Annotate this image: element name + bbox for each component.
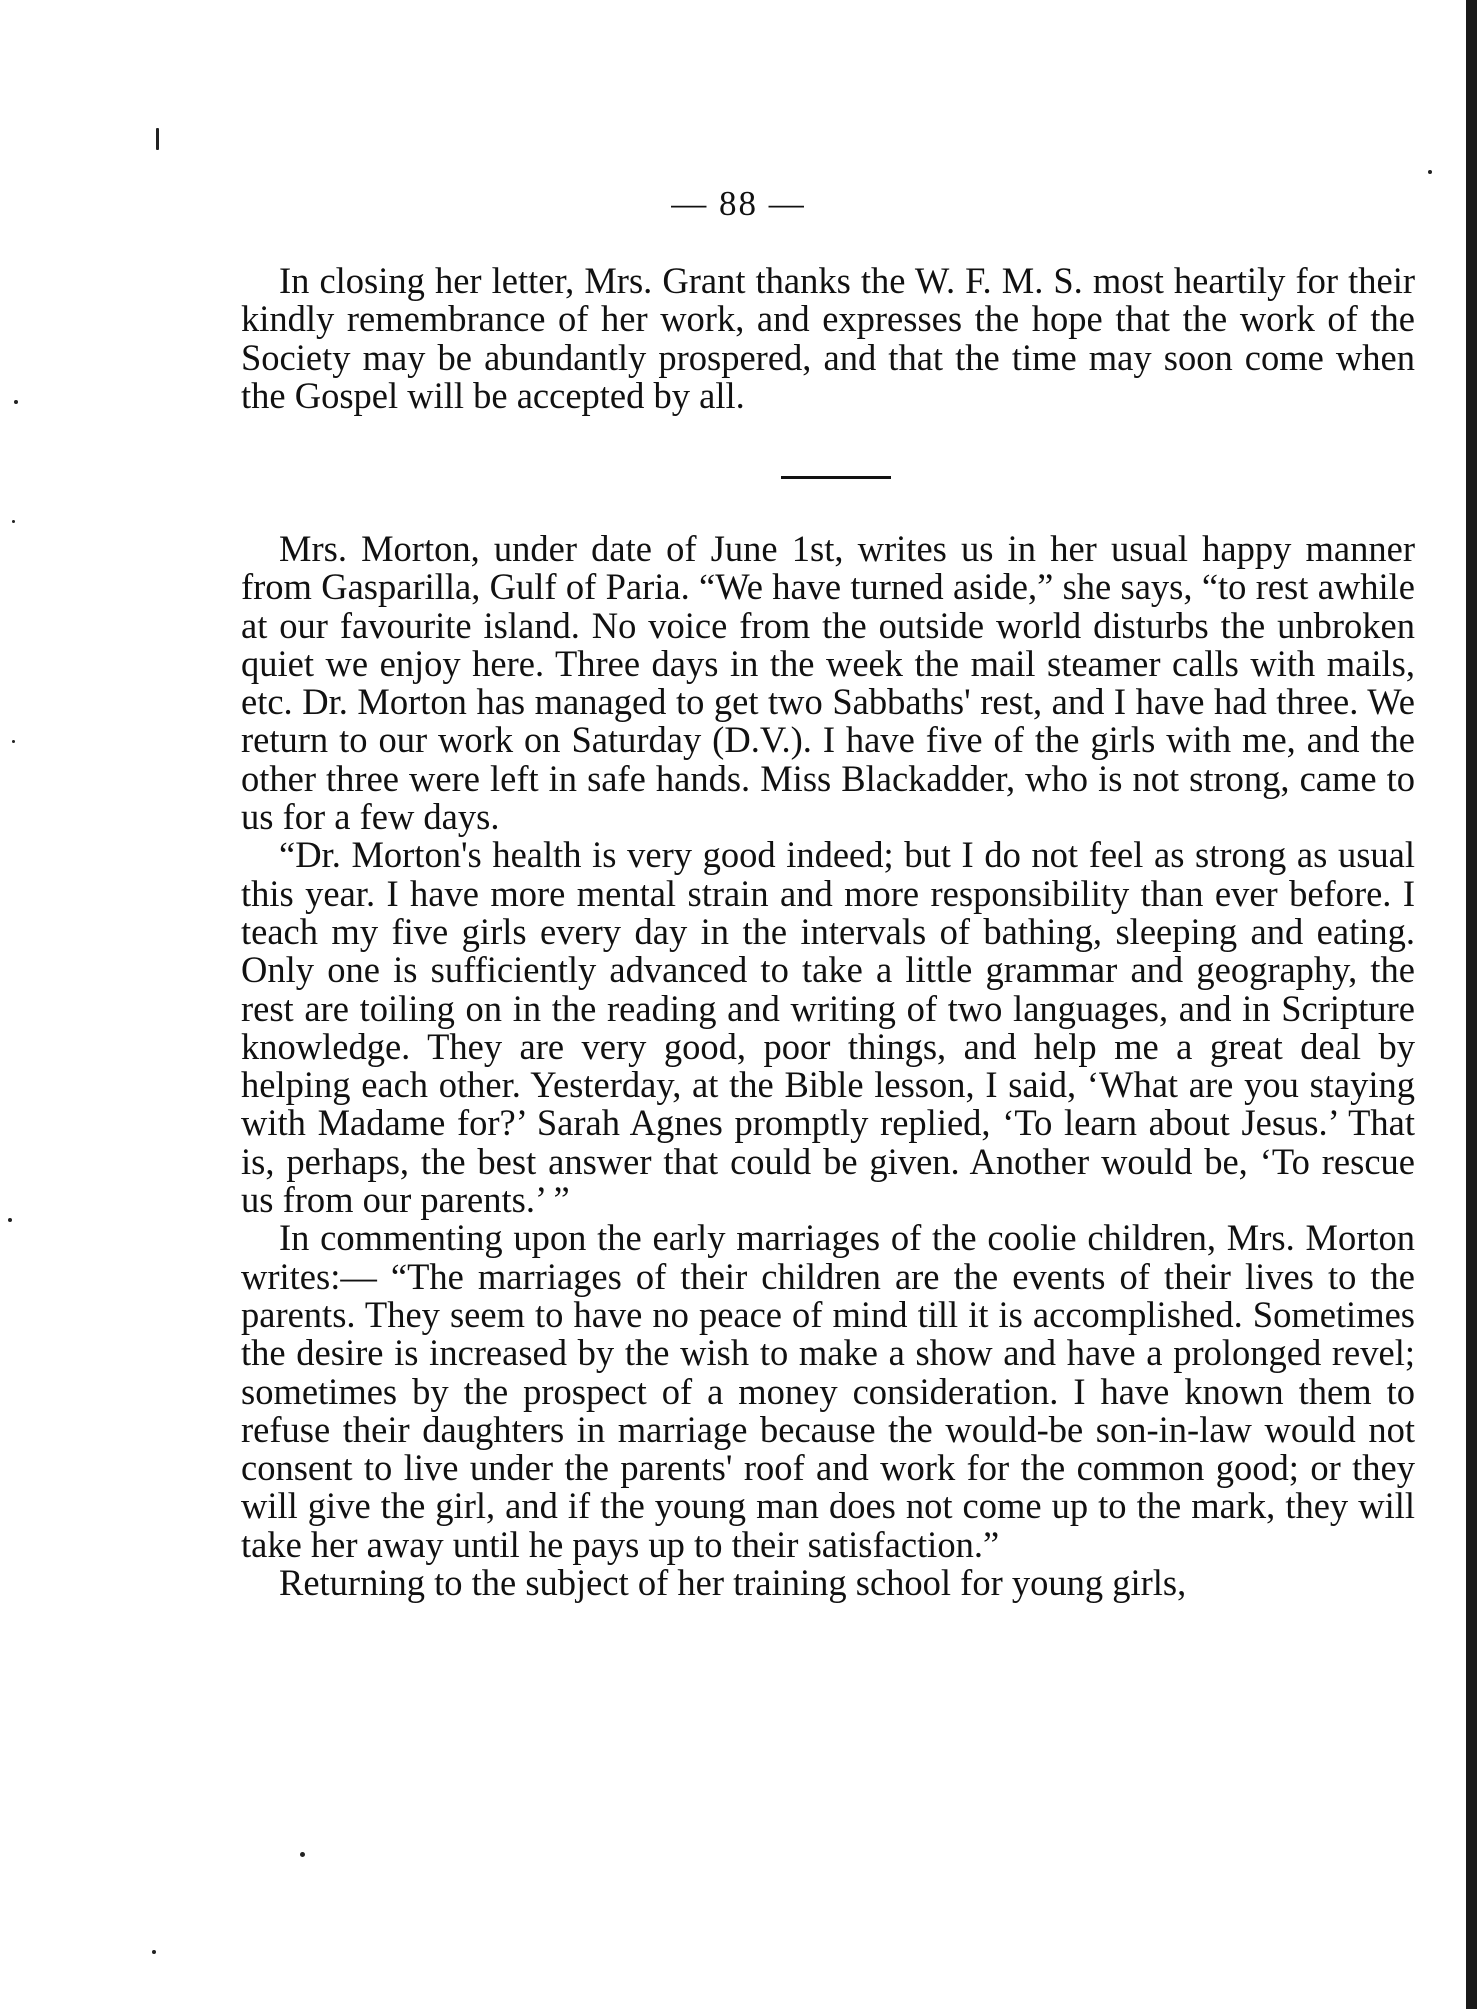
scan-speck — [8, 1218, 12, 1222]
scan-speck — [12, 740, 15, 743]
scan-speck — [152, 1950, 156, 1954]
scan-speck — [12, 520, 15, 523]
scan-speck — [156, 128, 159, 150]
paragraph-grant-closing: In closing her letter, Mrs. Grant thanks the W. F. M. S. most heartily for their kindly remembrance of her work, and expresses the hope that the work of the Society may be abundantly prospered, and that the time may soon come when the Gospel will be accepted by all. — [241, 260, 1415, 416]
page-number: — 88 — — [671, 184, 806, 223]
paragraph-morton-training: Returning to the subject of her training school for young girls, — [279, 1562, 1187, 1604]
article-section-morton — [241, 530, 1415, 1602]
paragraph-morton-marriages: In commenting upon the early marriages of the coolie children, Mrs. Morton writes:— “The marriages of their children are the events of their lives to the parents. They seem to have no peace of mind till it is accomplished. Sometimes the desire is increased by the wish to make a show and have a prolonged revel; sometimes by the prospect of a money consideration. I have known them to refuse their daughters in marriage because the would-be son-in-law would not consent to live under the parents' roof and work for the common good; or they will give the girl, and if the young man does not come up to the mark, they will take her away until he pays up to their satisfaction.” — [241, 1217, 1415, 1565]
page-edge-shadow — [1466, 0, 1477, 2009]
scan-speck — [1428, 170, 1432, 174]
scan-speck — [14, 400, 18, 404]
paragraph-morton-health: “Dr. Morton's health is very good indeed; but I do not feel as strong as usual this year. I have more mental strain and more responsibility than ever before. I teach my five girls every day in the intervals of bathing, sleeping and eating. Only one is sufficiently advanced to take a little grammar and geography, the rest are toiling on in the reading and writing of two languages, and in Scripture knowledge. They are very good, poor things, and help me a great deal by helping each other. Yesterday, at the Bible lesson, I said, ‘What are you staying with Madame for?’ Sarah Agnes promptly replied, ‘To learn about Jesus.’ That is, perhaps, the best answer that could be given. Another would be, ‘To rescue us from our parents.’ ” — [241, 834, 1415, 1221]
section-divider — [781, 476, 891, 479]
scan-speck — [300, 1852, 305, 1857]
paragraph-morton-intro: Mrs. Morton, under date of June 1st, writes us in her usual happy manner from Gasparilla, Gulf of Paria. “We have turned aside,” she says, “to rest awhile at our favourite island. No voice from the outside world disturbs the unbroken quiet we enjoy here. Three days in the week the mail steamer calls with mails, etc. Dr. Morton has managed to get two Sabbaths' rest, and I have had three. We return to our work on Saturday (D.V.). I have five of the girls with me, and the other three were left in safe hands. Miss Blackadder, who is not strong, came to us for a few days. — [241, 528, 1415, 838]
article-section-grant — [241, 262, 1415, 415]
